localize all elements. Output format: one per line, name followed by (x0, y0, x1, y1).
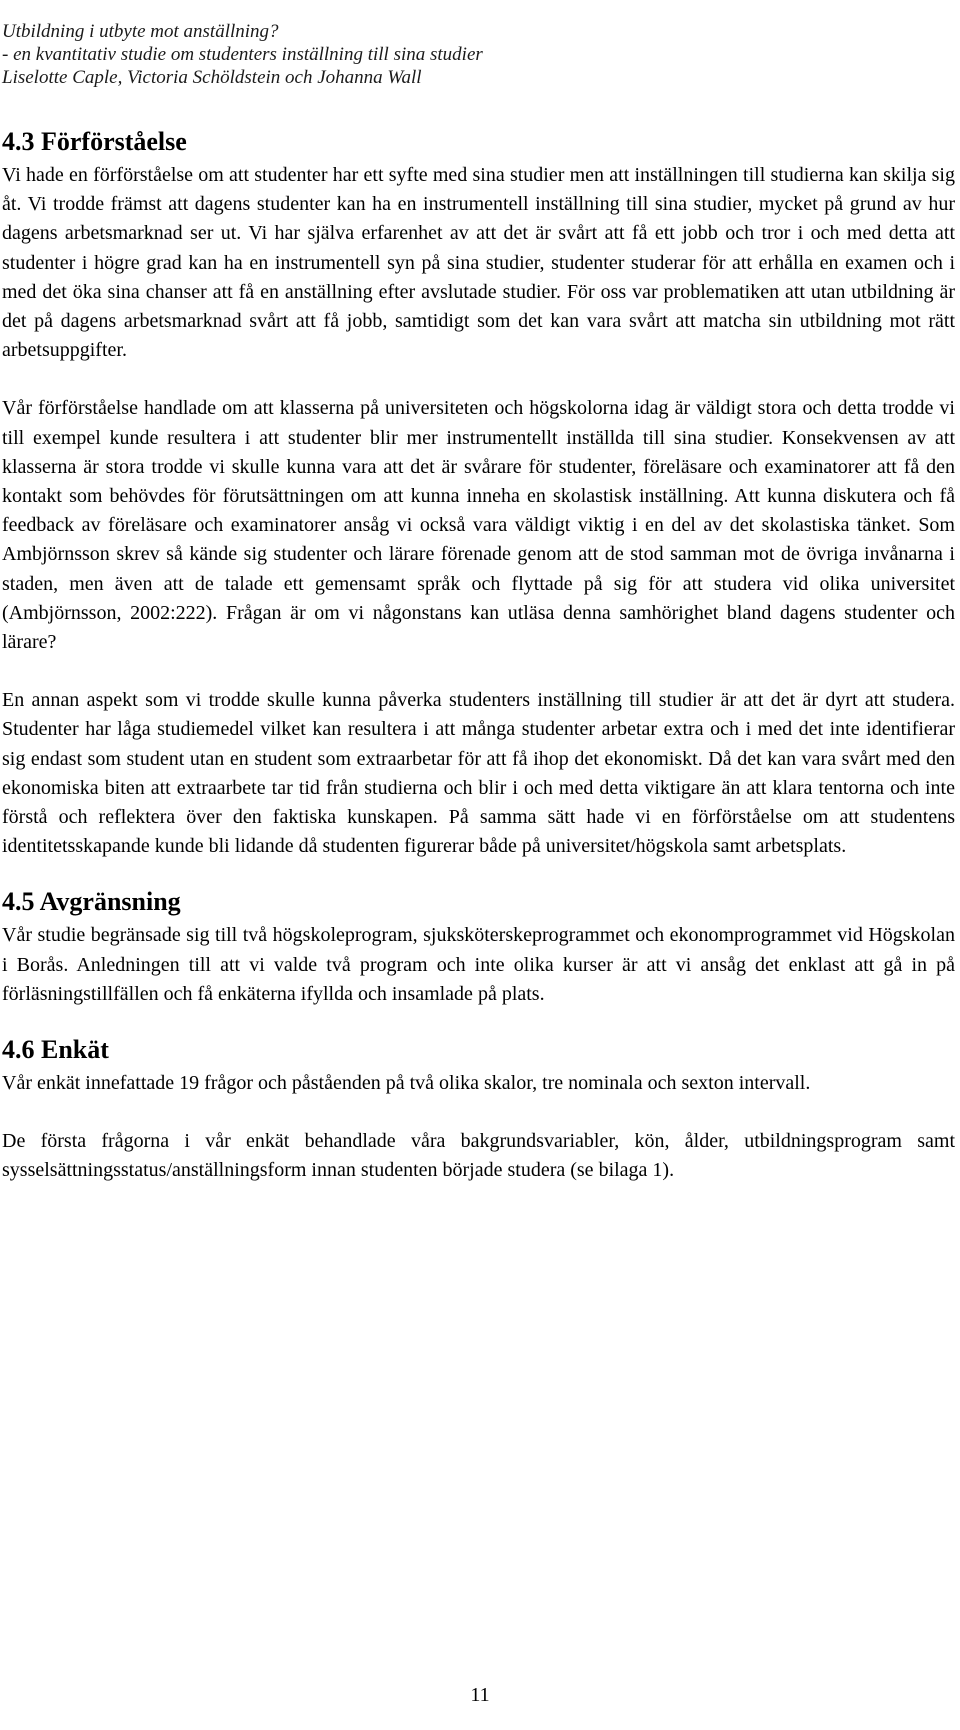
paragraph: Vår studie begränsade sig till två högskoleprogram, sjuksköterskeprogrammet och ekonomprogrammet vid Högskolan i Borås. Anledningen till att vi valde två program och inte olika kurser är att vi ansåg det enklast att gå in på förläsningstillfällen och få enkäterna ifyllda och insamlade på plats. (2, 924, 955, 1005)
header-title: Utbildning i utbyte mot anställning? (2, 21, 279, 42)
page-number: 11 (470, 1684, 490, 1706)
header-subtitle: - en kvantitativ studie om studenters inställning till sina studier (2, 44, 483, 65)
section-heading-avgransning: 4.5 Avgränsning (2, 887, 181, 917)
paragraph: Vi hade en förförståelse om att studenter har ett syfte med sina studier men att inställningen till studierna kan skilja sig åt. Vi trodde främst att dagens studenter kan ha en instrumentell inställning till sina studier, mycket på grund av hur dagens arbetsmarknad ser ut. Vi har själva erfarenhet av att det är svårt att få ett jobb och tror i och med detta att studenter i högre grad kan ha en instrumentell syn på sina studier, studenter studerar för att erhålla en examen och i med det öka sina chanser att få en anställning efter avslutade studier. För oss var problematiken att utan utbildning är det på dagens arbetsmarknad svårt att få jobb, samtidigt som det kan vara svårt att matcha sin utbildning mot rätt arbetsuppgifter. (2, 164, 955, 362)
running-header (2, 20, 955, 89)
paragraph: Vår enkät innefattade 19 frågor och påståenden på två olika skalor, tre nominala och sexton intervall. (2, 1072, 811, 1095)
section-heading-forforstaelse: 4.3 Förförståelse (2, 127, 187, 156)
paragraph: En annan aspekt som vi trodde skulle kunna påverka studenters inställning till studier är att det är dyrt att studera. Studenter har låga studiemedel vilket kan resultera i att många studenter arbetar extra och i med det inte identifierar sig endast som student utan en student som extraarbetar för att få ihop det ekonomiskt. Då det kan vara svårt med den ekonomiska biten att extraarbete tar tid från studierna och blir i och med detta viktigare än att klara tentorna och inte förstå och reflektera över den faktiska kunskapen. På samma sätt hade vi en förförståelse om att studentens identitetsskapande kunde bli lidande då studenten figurerar både på universitet/högskola samt arbetsplats. (2, 689, 955, 858)
paragraph: Vår förförståelse handlade om att klasserna på universiteten och högskolorna idag är väldigt stora och detta trodde vi till exempel kunde resultera i att studenter blir mer instrumentellt inställda till sina studier. Konsekvensen av att klasserna är stora trodde vi skulle kunna vara att det är svårare för studenter, föreläsare och examinatorer att få den kontakt som behövdes för förutsättningen om att kunna inneha en skolastisk inställning. Att kunna diskutera och få feedback av föreläsare och examinatorer ansåg vi också vara väldigt viktig i en del av det skolastiska tänket. Som Ambjörnsson skrev så kände sig studenter och lärare förenade genom att de stod samman mot de övriga invånarna i staden, men även att de talade ett gemensamt språk och flyttade på sig för att studera vid olika universitet (Ambjörnsson, 2002:222). Frågan är om vi någonstans kan utläsa denna samhörighet bland dagens studenter och lärare? (2, 397, 955, 654)
section-heading-enkat: 4.6 Enkät (2, 1035, 109, 1065)
header-authors: Liselotte Caple, Victoria Schöldstein och Johanna Wall (2, 67, 422, 88)
paragraph: De första frågorna i vår enkät behandlade våra bakgrundsvariabler, kön, ålder, utbildningsprogram samt sysselsättningsstatus/anställningsform innan studenten började studera (se bilaga 1). (2, 1130, 955, 1182)
